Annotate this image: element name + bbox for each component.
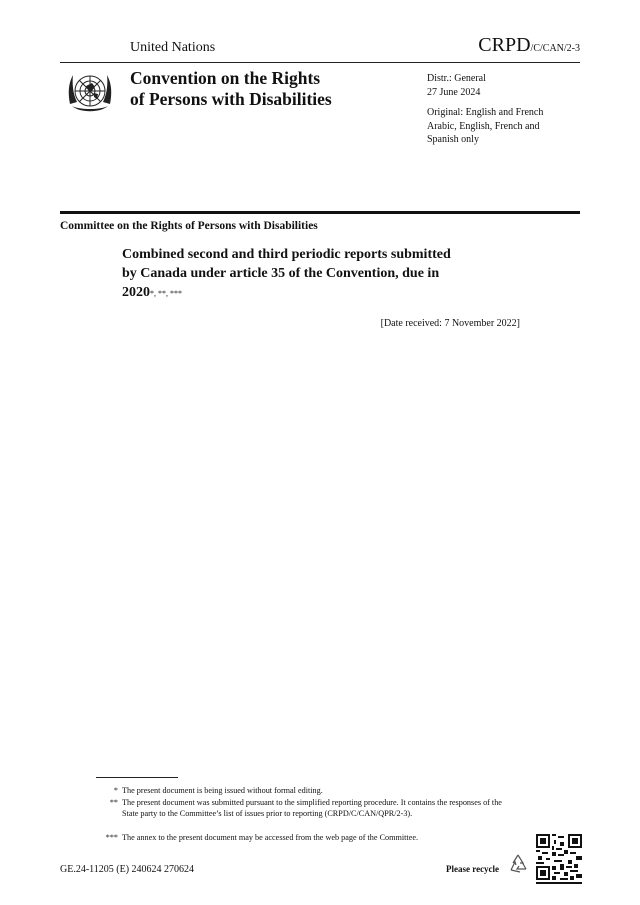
un-emblem-icon	[64, 66, 116, 118]
job-number: GE.24-11205 (E) 240624 270624	[60, 864, 195, 875]
footnote-markers: *, **, ***	[150, 289, 182, 298]
distribution-status: Distr.: General	[427, 73, 486, 84]
document-symbol	[478, 34, 580, 57]
footnote-mark: ***	[105, 833, 118, 842]
document-title-line1: Combined second and third periodic reports submitted	[122, 247, 451, 262]
recycle-label: Please recycle	[446, 864, 500, 874]
document-title-line2: by Canada under article 35 of the Convention, due in	[122, 266, 440, 281]
original-language: Original: English and French	[427, 107, 544, 118]
symbol-main: CRPD	[478, 34, 531, 56]
footnote-mark: *	[113, 786, 118, 795]
document-title-line3: 2020	[122, 285, 150, 300]
footnote	[96, 797, 516, 819]
languages-line1: Arabic, English, French and	[427, 120, 540, 132]
convention-title	[130, 68, 332, 110]
title-rule	[60, 211, 580, 214]
footnote-text: The present document was submitted pursuant to the simplified reporting procedure. It contains the responses of the State party to the Committee’s list of issues prior to reporting (CRPD/C/CAN/QPR/2-3).	[122, 798, 502, 818]
footnote-rule	[96, 777, 178, 778]
footnote	[96, 785, 516, 796]
document-title	[122, 245, 492, 303]
footnote-text: The present document is being issued without formal editing.	[122, 786, 323, 795]
distribution-block	[427, 72, 543, 147]
languages-line2: Spanish only	[427, 134, 479, 145]
recycle-icon	[506, 852, 530, 876]
convention-title-line2: of Persons with Disabilities	[130, 89, 332, 109]
organization-name: United Nations	[130, 40, 216, 55]
issue-date: 27 June 2024	[427, 86, 481, 98]
qr-code-icon	[536, 834, 582, 884]
committee-name: Committee on the Rights of Persons with Disabilities	[60, 220, 318, 232]
date-received: [Date received: 7 November 2022]	[380, 318, 520, 329]
convention-title-line1: Convention on the Rights	[130, 68, 321, 88]
header-rule	[60, 62, 580, 63]
symbol-suffix: /C/CAN/2-3	[530, 43, 580, 54]
footnote	[96, 832, 516, 843]
footnote-text: The annex to the present document may be accessed from the web page of the Committee.	[122, 833, 419, 842]
footnote-mark: **	[109, 798, 118, 807]
